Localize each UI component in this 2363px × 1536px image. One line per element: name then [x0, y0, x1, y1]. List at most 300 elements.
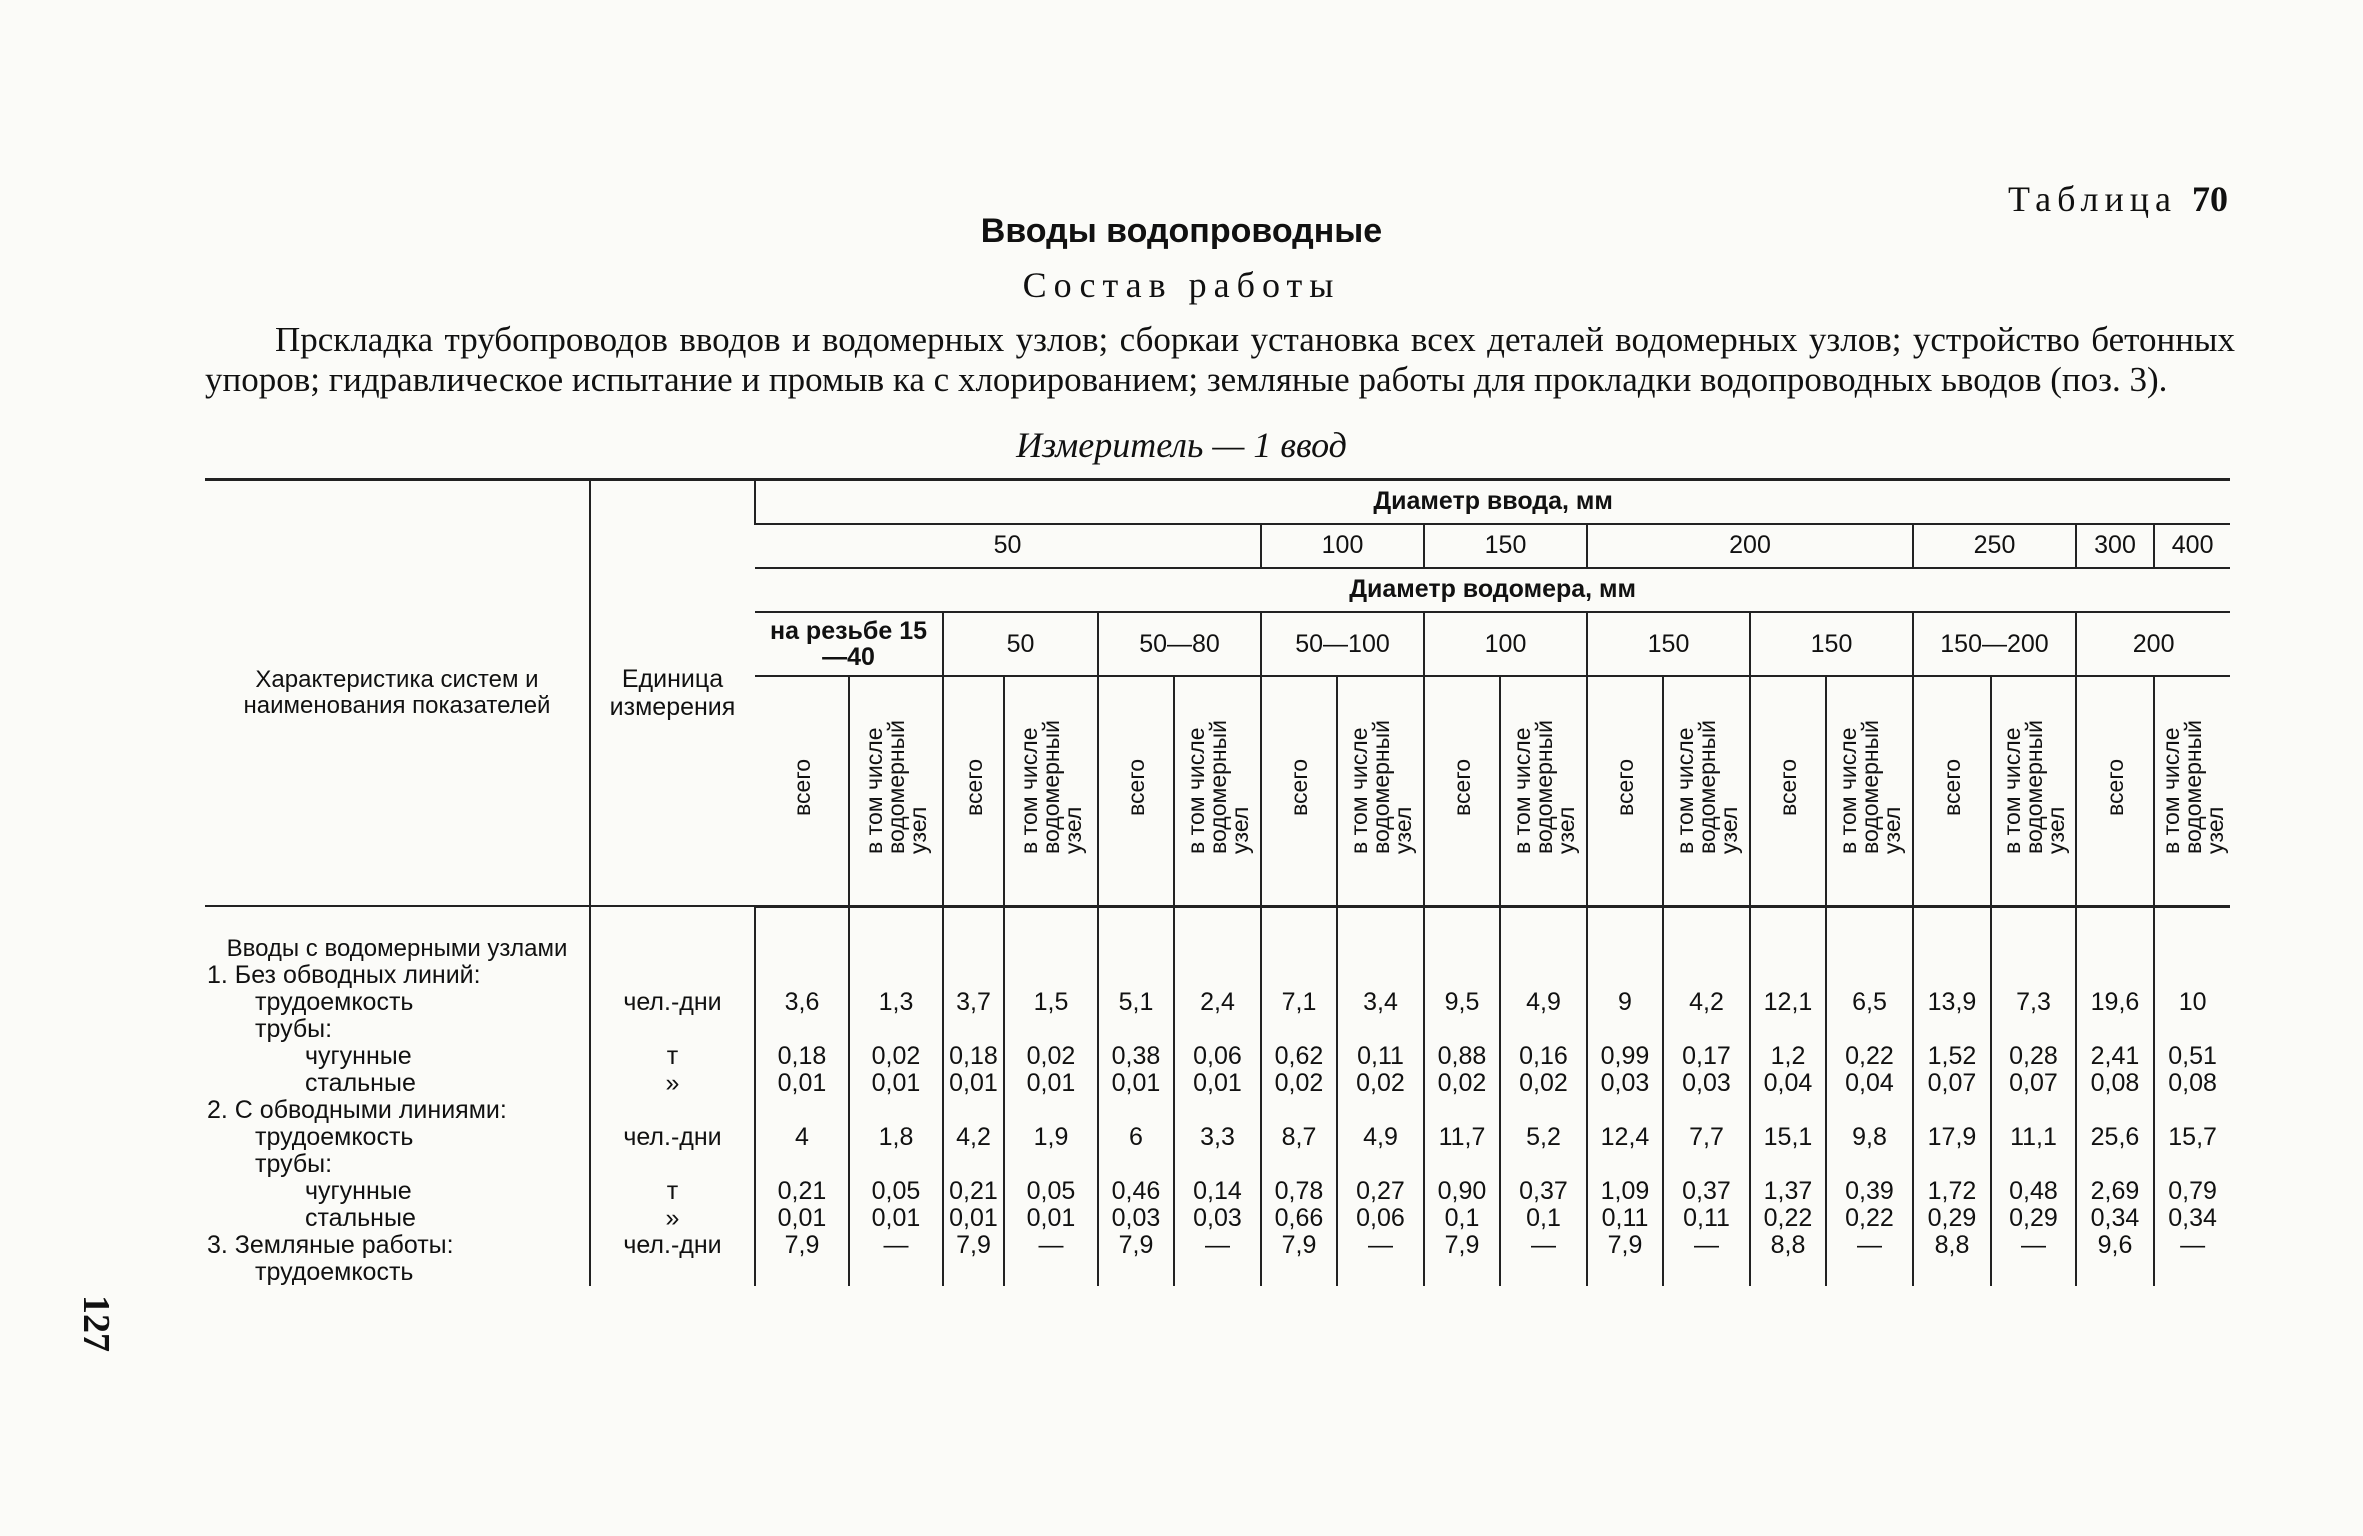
table-cell: 1,37 — [1750, 1178, 1826, 1205]
table-cell — [1424, 1151, 1500, 1178]
table-cell — [2154, 1016, 2230, 1043]
table-cell — [1004, 962, 1098, 989]
table-cell — [1337, 1016, 1424, 1043]
table-cell: 0,11 — [1587, 1205, 1663, 1232]
table-cell — [1500, 1259, 1587, 1286]
page-title: Вводы водопроводные — [980, 212, 1383, 250]
table-cell: 0,02 — [849, 1043, 943, 1070]
table-cell: — — [1174, 1232, 1261, 1259]
subheader-total: всего — [1286, 758, 1312, 816]
table-cell: 0,51 — [2154, 1043, 2230, 1070]
row-unit — [590, 962, 755, 989]
table-cell: 0,01 — [943, 1070, 1004, 1097]
table-cell: — — [1500, 1232, 1587, 1259]
table-cell: 11,7 — [1424, 1124, 1500, 1151]
table-cell — [1913, 962, 1991, 989]
table-cell — [1663, 1259, 1750, 1286]
table-cell — [1004, 935, 1098, 962]
table-cell: 7,9 — [1587, 1232, 1663, 1259]
table-cell — [1174, 1097, 1261, 1124]
spacer-cell — [1826, 906, 1913, 935]
table-cell: 0,29 — [1913, 1205, 1991, 1232]
row-unit — [590, 1097, 755, 1124]
table-row — [205, 1124, 2230, 1151]
table-cell: 0,01 — [755, 1205, 849, 1232]
table-cell: — — [1991, 1232, 2076, 1259]
table-cell — [1663, 962, 1750, 989]
table-cell: 0,04 — [1826, 1070, 1913, 1097]
subheader-including: в том числе водомерный узел — [861, 720, 931, 854]
row-unit: чел.-дни — [590, 1124, 755, 1151]
table-cell — [1261, 1016, 1337, 1043]
table-cell: 9 — [1587, 989, 1663, 1016]
table-cell: 4,2 — [1663, 989, 1750, 1016]
table-cell: 1,3 — [849, 989, 943, 1016]
table-cell — [755, 935, 849, 962]
table-cell — [1991, 935, 2076, 962]
row-label: трудоемкость — [255, 1122, 414, 1151]
subheader-total: всего — [2102, 758, 2128, 816]
caption-number: 70 — [2192, 179, 2228, 219]
table-cell — [1663, 1016, 1750, 1043]
spacer-cell — [1337, 906, 1424, 935]
table-cell: 0,02 — [1500, 1070, 1587, 1097]
subheader-cell — [1337, 676, 1424, 907]
table-cell: 3,7 — [943, 989, 1004, 1016]
section-subtitle: Состав работы — [1022, 265, 1341, 305]
table-cell — [1261, 1097, 1337, 1124]
table-cell — [1098, 1151, 1174, 1178]
table-cell — [2076, 935, 2154, 962]
table-cell: 0,03 — [1663, 1070, 1750, 1097]
table-cell: 0,05 — [849, 1178, 943, 1205]
row-label: 2. С обводными линиями: — [207, 1095, 507, 1124]
table-cell — [1750, 935, 1826, 962]
subheader-including: в том числе водомерный узел — [1834, 720, 1905, 854]
table-cell — [755, 1151, 849, 1178]
subheader-total: всего — [1612, 758, 1638, 816]
spacer-cell — [2154, 906, 2230, 935]
subheader-cell — [755, 676, 849, 907]
row-label: трудоемкость — [255, 1257, 414, 1286]
table-cell: 0,21 — [755, 1178, 849, 1205]
table-row — [205, 1016, 2230, 1043]
table-cell — [943, 1016, 1004, 1043]
table-cell: 10 — [2154, 989, 2230, 1016]
table-cell — [1750, 962, 1826, 989]
meter-diameter-1: 50 — [943, 612, 1098, 676]
row-unit: т — [590, 1178, 755, 1205]
table-cell: 2,69 — [2076, 1178, 2154, 1205]
table-cell: 0,01 — [1174, 1070, 1261, 1097]
table-cell — [755, 962, 849, 989]
input-diameter-5: 300 — [2076, 524, 2154, 568]
table-cell: 1,8 — [849, 1124, 943, 1151]
subheader-including: в том числе водомерный узел — [1016, 720, 1086, 854]
spacer-cell — [1174, 906, 1261, 935]
table-cell — [1261, 935, 1337, 962]
table-cell: — — [849, 1232, 943, 1259]
table-cell — [755, 1259, 849, 1286]
table-cell — [1913, 1259, 1991, 1286]
table-cell: 4 — [755, 1124, 849, 1151]
table-cell: 6 — [1098, 1124, 1174, 1151]
spacer-cell — [943, 906, 1004, 935]
table-cell: 17,9 — [1913, 1124, 1991, 1151]
subheader-total: всего — [960, 758, 987, 816]
meter-diameter-2: 50—80 — [1098, 612, 1261, 676]
table-cell: 0,28 — [1991, 1043, 2076, 1070]
table-cell — [1098, 962, 1174, 989]
table-cell: 0,66 — [1261, 1205, 1337, 1232]
subheader-cell — [1826, 676, 1913, 907]
table-cell: 0,02 — [1424, 1070, 1500, 1097]
table-cell: 0,02 — [1337, 1070, 1424, 1097]
table-cell: 15,7 — [2154, 1124, 2230, 1151]
table-cell — [1337, 1151, 1424, 1178]
table-cell — [2154, 1151, 2230, 1178]
row-unit: чел.-дни — [590, 1232, 755, 1259]
table-cell — [1587, 935, 1663, 962]
table-cell: 2,41 — [2076, 1043, 2154, 1070]
subheader-cell — [1913, 676, 1991, 907]
table-cell — [1663, 935, 1750, 962]
table-row — [205, 1232, 2230, 1259]
table-cell: 15,1 — [1750, 1124, 1826, 1151]
row-label: трубы: — [255, 1149, 333, 1178]
header-characteristic: Характеристика систем и наименования показателей — [205, 480, 590, 907]
spacer-cell — [1913, 906, 1991, 935]
table-row — [205, 1070, 2230, 1097]
table-cell: 0,01 — [849, 1205, 943, 1232]
table-cell: — — [1663, 1232, 1750, 1259]
table-cell — [849, 1097, 943, 1124]
table-cell: 0,01 — [755, 1070, 849, 1097]
table-cell — [1261, 962, 1337, 989]
table-cell — [1826, 962, 1913, 989]
spacer-cell — [1500, 906, 1587, 935]
table-cell: 3,6 — [755, 989, 849, 1016]
caption-word: Таблица — [2008, 179, 2177, 219]
subheader-including: в том числе водомерный узел — [1508, 720, 1579, 854]
table-cell: 9,8 — [1826, 1124, 1913, 1151]
table-cell — [1587, 1016, 1663, 1043]
table-cell — [1991, 1097, 2076, 1124]
table-cell: 0,07 — [1913, 1070, 1991, 1097]
table-cell — [943, 962, 1004, 989]
table-cell: 0,05 — [1004, 1178, 1098, 1205]
table-cell: 3,4 — [1337, 989, 1424, 1016]
table-cell: 0,01 — [1098, 1070, 1174, 1097]
table-cell — [1337, 1097, 1424, 1124]
table-cell: — — [1826, 1232, 1913, 1259]
table-cell — [1587, 962, 1663, 989]
table-cell — [2076, 1151, 2154, 1178]
table-cell: 0,38 — [1098, 1043, 1174, 1070]
table-cell — [1587, 1259, 1663, 1286]
table-cell — [943, 935, 1004, 962]
table-cell — [2076, 962, 2154, 989]
table-cell: 4,9 — [1337, 1124, 1424, 1151]
table-cell — [1913, 1016, 1991, 1043]
table-cell: 0,14 — [1174, 1178, 1261, 1205]
table-cell — [1500, 1016, 1587, 1043]
spacer-cell — [1991, 906, 2076, 935]
spacer-cell — [1424, 906, 1500, 935]
table-cell: 1,2 — [1750, 1043, 1826, 1070]
table-cell — [2154, 1097, 2230, 1124]
table-cell — [1913, 935, 1991, 962]
table-cell: 7,9 — [1098, 1232, 1174, 1259]
table-cell — [1004, 1016, 1098, 1043]
input-diameter-2: 150 — [1424, 524, 1587, 568]
spacer-cell — [849, 906, 943, 935]
table-cell: 0,08 — [2154, 1070, 2230, 1097]
table-cell — [1663, 1097, 1750, 1124]
table-cell: 0,01 — [943, 1205, 1004, 1232]
table-cell: 0,22 — [1826, 1205, 1913, 1232]
table-cell — [1500, 1097, 1587, 1124]
table-cell: 0,62 — [1261, 1043, 1337, 1070]
table-cell: 0,08 — [2076, 1070, 2154, 1097]
table-cell — [2076, 1259, 2154, 1286]
table-cell: 7,9 — [943, 1232, 1004, 1259]
table-cell: 0,18 — [943, 1043, 1004, 1070]
row-unit: т — [590, 1043, 755, 1070]
table-cell: 0,46 — [1098, 1178, 1174, 1205]
table-cell: 0,22 — [1750, 1205, 1826, 1232]
table-cell: 0,34 — [2076, 1205, 2154, 1232]
spacer-cell — [755, 906, 849, 935]
header-input-diameter: Диаметр ввода, мм — [755, 480, 2230, 524]
subheader-including: в том числе водомерный узел — [1671, 720, 1742, 854]
table-cell — [1826, 1259, 1913, 1286]
table-cell: 7,3 — [1991, 989, 2076, 1016]
row-label: трубы: — [255, 1014, 333, 1043]
table-cell — [1098, 1259, 1174, 1286]
row-label: Вводы с водомерными узлами — [226, 934, 568, 962]
table-cell — [755, 1097, 849, 1124]
table-cell — [1004, 1097, 1098, 1124]
table-cell — [1424, 1097, 1500, 1124]
table-cell: 0,02 — [1261, 1070, 1337, 1097]
table-cell: — — [2154, 1232, 2230, 1259]
subheader-cell — [1174, 676, 1261, 907]
table-cell: 5,1 — [1098, 989, 1174, 1016]
table-cell: 0,01 — [1004, 1070, 1098, 1097]
table-cell — [1261, 1151, 1337, 1178]
table-cell: 7,9 — [1261, 1232, 1337, 1259]
table-row — [205, 1178, 2230, 1205]
table-cell: 8,8 — [1750, 1232, 1826, 1259]
table-cell — [849, 1016, 943, 1043]
row-unit: чел.-дни — [590, 989, 755, 1016]
spacer-cell — [1004, 906, 1098, 935]
spacer-cell — [1261, 906, 1337, 935]
table-cell — [1826, 1097, 1913, 1124]
table-row — [205, 1205, 2230, 1232]
table-cell: 8,7 — [1261, 1124, 1337, 1151]
row-label: 1. Без обводных линий: — [207, 960, 481, 989]
subheader-including: в том числе водомерный узел — [1182, 720, 1253, 854]
table-cell: 0,29 — [1991, 1205, 2076, 1232]
table-cell — [1587, 1151, 1663, 1178]
table-cell: 0,03 — [1587, 1070, 1663, 1097]
table-cell: 0,37 — [1500, 1178, 1587, 1205]
meter-diameter-0: на резьбе 15—40 — [755, 612, 943, 676]
table-cell — [1500, 1151, 1587, 1178]
table-cell: 7,9 — [755, 1232, 849, 1259]
table-cell: 4,2 — [943, 1124, 1004, 1151]
spacer-cell — [1587, 906, 1663, 935]
table-cell — [1174, 935, 1261, 962]
subheader-total: всего — [1449, 758, 1475, 816]
table-cell: 12,4 — [1587, 1124, 1663, 1151]
table-cell — [1991, 1151, 2076, 1178]
table-cell — [1098, 1097, 1174, 1124]
table-row — [205, 935, 2230, 962]
row-label: трудоемкость — [255, 987, 414, 1016]
spacer-cell — [205, 906, 590, 935]
table-cell: 1,72 — [1913, 1178, 1991, 1205]
row-unit — [590, 1016, 755, 1043]
table-cell: 0,27 — [1337, 1178, 1424, 1205]
table-cell — [2076, 1097, 2154, 1124]
row-label: чугунные — [305, 1041, 412, 1070]
table-cell: 9,5 — [1424, 989, 1500, 1016]
table-cell — [1991, 1259, 2076, 1286]
table-cell: 1,09 — [1587, 1178, 1663, 1205]
table-cell: 8,8 — [1913, 1232, 1991, 1259]
spacer-cell — [590, 906, 755, 935]
table-cell — [1750, 1151, 1826, 1178]
table-row — [205, 962, 2230, 989]
table-cell: 3,3 — [1174, 1124, 1261, 1151]
measure-unit: Измеритель — 1 ввод — [1016, 425, 1347, 465]
table-cell — [1587, 1097, 1663, 1124]
table-cell: 0,07 — [1991, 1070, 2076, 1097]
header-meter-diameter: Диаметр водомера, мм — [755, 568, 2230, 612]
table-cell: 0,90 — [1424, 1178, 1500, 1205]
data-table — [205, 478, 2230, 1286]
table-row — [205, 1259, 2230, 1286]
table-cell — [849, 1259, 943, 1286]
subheader-cell — [2154, 676, 2230, 907]
table-cell — [2154, 962, 2230, 989]
table-cell — [1991, 962, 2076, 989]
table-cell: 11,1 — [1991, 1124, 2076, 1151]
table-cell — [943, 1151, 1004, 1178]
table-cell — [1663, 1151, 1750, 1178]
table-cell: 0,37 — [1663, 1178, 1750, 1205]
table-row — [205, 1097, 2230, 1124]
table-cell: 4,9 — [1500, 989, 1587, 1016]
table-cell — [1261, 1259, 1337, 1286]
table-cell — [1826, 935, 1913, 962]
table-cell: 0,1 — [1500, 1205, 1587, 1232]
table-cell — [1750, 1259, 1826, 1286]
table-cell — [1424, 1259, 1500, 1286]
meter-diameter-5: 150 — [1587, 612, 1750, 676]
table-cell — [1004, 1151, 1098, 1178]
subheader-cell — [2076, 676, 2154, 907]
table-row — [205, 1043, 2230, 1070]
table-cell: 0,11 — [1337, 1043, 1424, 1070]
table-cell: 0,06 — [1337, 1205, 1424, 1232]
row-unit: » — [590, 1070, 755, 1097]
table-cell — [1337, 935, 1424, 962]
input-diameter-4: 250 — [1913, 524, 2076, 568]
table-cell: 25,6 — [2076, 1124, 2154, 1151]
subheader-cell — [1587, 676, 1663, 907]
subheader-cell — [1991, 676, 2076, 907]
row-unit — [590, 1151, 755, 1178]
table-cell: 0,39 — [1826, 1178, 1913, 1205]
table-cell: 9,6 — [2076, 1232, 2154, 1259]
table-cell: 1,5 — [1004, 989, 1098, 1016]
table-row — [205, 1151, 2230, 1178]
table-cell: 6,5 — [1826, 989, 1913, 1016]
table-cell — [1500, 962, 1587, 989]
table-cell: 0,11 — [1663, 1205, 1750, 1232]
header-unit: Единица измерения — [590, 480, 755, 907]
table-cell — [1500, 935, 1587, 962]
meter-diameter-7: 150—200 — [1913, 612, 2076, 676]
input-diameter-3: 200 — [1587, 524, 1913, 568]
input-diameter-6: 400 — [2154, 524, 2230, 568]
table-row — [205, 989, 2230, 1016]
subheader-including: в том числе водомерный узел — [2157, 720, 2228, 854]
table-cell: 7,7 — [1663, 1124, 1750, 1151]
table-cell: 0,16 — [1500, 1043, 1587, 1070]
table-cell: 0,17 — [1663, 1043, 1750, 1070]
table-cell: 0,79 — [2154, 1178, 2230, 1205]
subheader-including: в том числе водомерный узел — [1998, 720, 2069, 854]
table-cell — [2076, 1016, 2154, 1043]
subheader-cell — [1424, 676, 1500, 907]
table-cell — [849, 962, 943, 989]
table-cell: 0,01 — [1004, 1205, 1098, 1232]
meter-diameter-6: 150 — [1750, 612, 1913, 676]
table-cell: 0,01 — [849, 1070, 943, 1097]
table-cell — [1913, 1097, 1991, 1124]
table-cell: — — [1337, 1232, 1424, 1259]
subheader-cell — [1750, 676, 1826, 907]
subheader-cell — [1261, 676, 1337, 907]
table-cell: 12,1 — [1750, 989, 1826, 1016]
table-cell: 5,2 — [1500, 1124, 1587, 1151]
subheader-cell — [849, 676, 943, 907]
spacer-cell — [1663, 906, 1750, 935]
work-description: Прскладка трубопроводов вводов и водомерных узлов; сборкаи установка всех деталей водомерных узлов; устройство бетонных упоров; гидравлическое испытание и промыв ка с хлорированием; земляные работы для прокладки водопроводных ьводов (поз. 3). — [205, 320, 2235, 399]
row-unit — [590, 935, 755, 962]
table-cell: 0,02 — [1004, 1043, 1098, 1070]
table-cell — [1424, 935, 1500, 962]
table-cell — [1098, 1016, 1174, 1043]
table-cell: 1,52 — [1913, 1043, 1991, 1070]
meter-diameter-4: 100 — [1424, 612, 1587, 676]
table-cell: 0,03 — [1174, 1205, 1261, 1232]
table-cell: 0,99 — [1587, 1043, 1663, 1070]
table-cell — [943, 1097, 1004, 1124]
table-cell — [1098, 935, 1174, 962]
subheader-total: всего — [1775, 758, 1801, 816]
table-cell — [2154, 1259, 2230, 1286]
table-cell — [2154, 935, 2230, 962]
spacer-cell — [1750, 906, 1826, 935]
table-cell — [1004, 1259, 1098, 1286]
table-cell: 0,04 — [1750, 1070, 1826, 1097]
